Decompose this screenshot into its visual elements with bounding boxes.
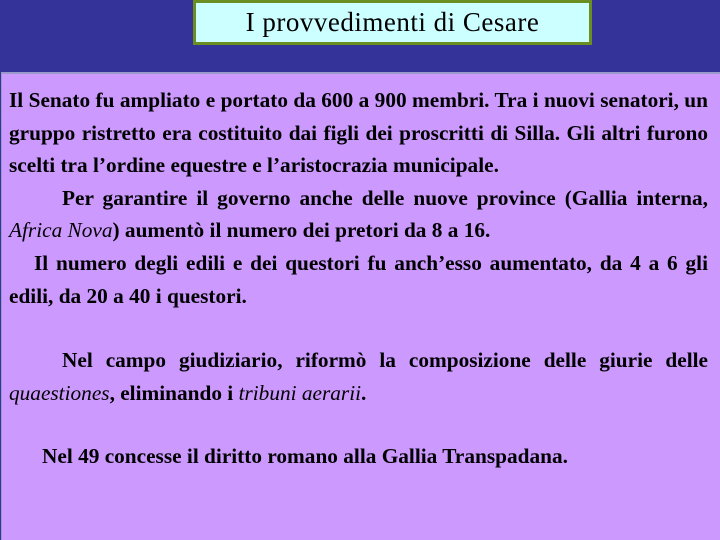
paragraph-giudiziario — [9, 344, 708, 409]
paragraph-transpadana: Nel 49 concesse il diritto romano alla Gallia Transpadana. — [42, 444, 568, 469]
slide-title-box — [193, 0, 592, 45]
africa-nova-italic: Africa Nova — [9, 218, 113, 243]
tribuni-aerarii-italic: tribuni aerarii — [238, 380, 362, 405]
paragraph-pretori-text-a: Per garantire il governo anche delle nuove province (Gallia interna, — [62, 185, 708, 210]
spacer — [9, 312, 708, 344]
paragraph-giudiziario-text-c: . — [361, 380, 367, 405]
paragraph-giudiziario-text-b: , eliminando i — [109, 380, 239, 405]
paragraph-pretori-text-b: ) aumentò il numero dei pretori da 8 a 16. — [112, 218, 491, 243]
paragraph-pretori — [9, 182, 708, 247]
paragraph-edili-questori: Il numero degli edili e dei questori fu anch’esso aumentato, da 4 a 6 gli edili, da 20 a 40 i questori. — [9, 250, 708, 308]
slide-content — [1, 72, 720, 540]
paragraph-giudiziario-text-a: Nel campo giudiziario, riformò la composizione delle giurie delle — [62, 348, 708, 373]
paragraph-senate: Il Senato fu ampliato e portato da 600 a 900 membri. Tra i nuovi senatori, un gruppo ristretto era costituito dai figli dei proscritti di Silla. Gli altri furono scelti tra l’ordine equestre e l’aristocrazia municipale. — [9, 88, 708, 178]
spacer — [9, 409, 708, 440]
quaestiones-italic: quaestiones — [9, 380, 110, 405]
slide-title: I provvedimenti di Cesare — [245, 7, 540, 37]
